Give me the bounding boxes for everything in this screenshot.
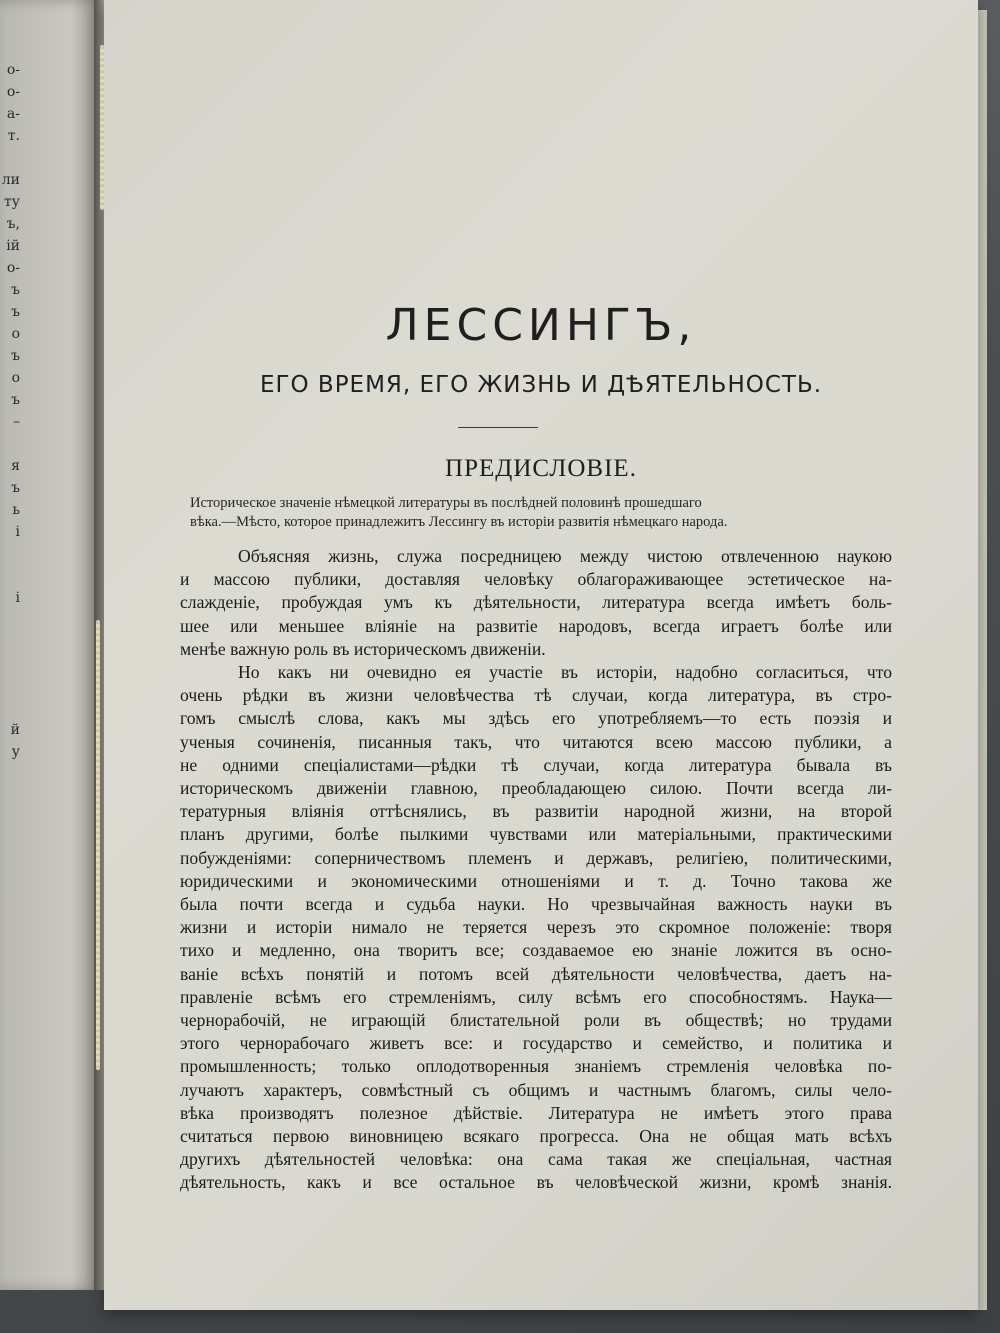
- text-line: юридическими и экономическими отношеніями и т. д. Точно такова же: [180, 870, 892, 891]
- left-fragment: [0, 434, 20, 456]
- text-line: лучаютъ характеръ, совмѣстный съ общимъ и частнымъ благомъ, силы чело-: [180, 1079, 892, 1100]
- left-fragment: ъ: [11, 392, 20, 408]
- left-fragment: [0, 698, 20, 720]
- page-title: ЛЕССИНГЪ,: [385, 300, 697, 351]
- text-line: и массою публики, доставляя человѣку облагораживающее эстетическое на-: [180, 569, 892, 590]
- text-line: чернорабочій, не играющій блистательной роли въ обществѣ; но трудами: [180, 1010, 892, 1031]
- text-line: дѣятельность, какъ и все остальное въ человѣческой жизни, кромѣ знанія.: [180, 1172, 892, 1193]
- left-fragment: т.: [7, 128, 20, 144]
- text-line: побужденіями: соперничествомъ племенъ и державъ, религіею, политическими,: [180, 847, 892, 868]
- text-line: промышленность; только оплодотворенныя знаніемъ стремленія человѣка по-: [180, 1056, 892, 1077]
- text-line: считаться первою виновницею всякаго прогресса. Она не общая мать всѣхъ: [180, 1126, 892, 1147]
- left-fragment: –: [13, 414, 20, 430]
- text-line: шее или меньшее вліяніе на развитіе народовъ, всегда играетъ болѣе или: [180, 615, 892, 636]
- text-line: тихо и медленно, она творитъ все; создаваемое ею знаніе ложится въ осно-: [180, 940, 892, 961]
- left-fragment: [0, 566, 20, 588]
- summary-line: Историческое значеніе нѣмецкой литературы въ послѣдней половинѣ прошедшаго: [190, 495, 702, 511]
- text-line: планъ другими, болѣе пылкими чувствами или матеріальными, практическими: [180, 824, 892, 845]
- text-line: вѣка производятъ полезное дѣйствіе. Литература не имѣетъ этого права: [180, 1102, 892, 1123]
- text-line: менѣе важную роль въ историческомъ движеніи.: [180, 638, 546, 659]
- text-line: была почти всегда и судьба науки. Но чрезвычайная важность науки въ: [180, 894, 892, 915]
- left-fragment: о: [11, 370, 20, 386]
- left-fragment: о-: [6, 260, 20, 276]
- text-line: ваніе всѣхъ понятій и потомъ всей дѣятельности человѣчества, даетъ на-: [180, 963, 892, 984]
- left-fragment: ъ: [11, 304, 20, 320]
- text-line: этого чернорабочаго живетъ все: и государство и семейство, и политика и: [180, 1033, 892, 1054]
- text-line: историческомъ движеніи главною, преобладающею силою. Почти всегда ли-: [180, 778, 892, 799]
- left-fragment: [0, 632, 20, 654]
- left-facing-page: [0, 0, 100, 1290]
- text-line: тературныя вліянія оттѣснялись, въ развитіи народной жизни, на второй: [180, 801, 892, 822]
- left-fragment: ъ: [11, 480, 20, 496]
- body-text: [180, 545, 892, 1195]
- left-fragment: ь: [12, 502, 20, 518]
- page-subtitle: ЕГО ВРЕМЯ, ЕГО ЖИЗНЬ И ДѢЯТЕЛЬНОСТЬ.: [259, 372, 823, 398]
- left-fragment: ій: [6, 238, 20, 254]
- preface-heading: ПРЕДИСЛОВІЕ.: [445, 455, 637, 482]
- text-line: правленіе всѣмъ его стремленіямъ, силу всѣмъ его способностямъ. Наука—: [180, 986, 892, 1007]
- text-line: Объясняя жизнь, служа посредницею между чистою отвлеченною наукою: [238, 546, 892, 566]
- left-fragment: [0, 544, 20, 566]
- left-fragment: [0, 148, 20, 170]
- left-fragment: о-: [6, 84, 20, 100]
- left-page-text-fragments: [0, 60, 20, 764]
- left-fragment: [0, 654, 20, 676]
- text-line: ученыя сочиненія, писанныя такъ, что читаются всею массою публики, а: [180, 731, 892, 752]
- text-line: гомъ смыслѣ слова, какъ мы здѣсь его употребляемъ—то есть поэзія и: [180, 708, 892, 729]
- left-fragment: [0, 676, 20, 698]
- left-fragment: і: [15, 524, 20, 540]
- left-fragment: ли: [1, 172, 20, 188]
- text-line: жизни и исторіи нимало не теряется черезъ это скромное положеніе: творя: [180, 917, 892, 938]
- left-fragment: я: [11, 458, 20, 474]
- left-fragment: у: [11, 744, 20, 760]
- binding-thread-lower: [96, 620, 100, 1070]
- title-divider: [458, 427, 538, 428]
- left-fragment: ъ: [11, 348, 20, 364]
- left-fragment: о-: [6, 62, 20, 78]
- text-line: слажденіе, пробуждая умъ къ дѣятельности, литература всегда имѣетъ боль-: [180, 592, 892, 613]
- left-fragment: [0, 610, 20, 632]
- text-line: другихъ дѣятельностей человѣка: она сама такая же спеціальная, частная: [180, 1149, 892, 1170]
- chapter-summary: [190, 494, 890, 532]
- text-line: Но какъ ни очевидно ея участіе въ исторіи, надобно согласиться, что: [238, 662, 892, 683]
- binding-thread-upper: [100, 45, 104, 210]
- text-line: очень рѣдки въ жизни человѣчества тѣ случаи, когда литература, въ стро-: [180, 685, 892, 706]
- left-fragment: ъ,: [6, 216, 20, 232]
- left-fragment: а-: [6, 106, 20, 122]
- left-fragment: о: [11, 326, 20, 342]
- right-page: [104, 0, 978, 1310]
- left-fragment: ту: [4, 194, 20, 210]
- summary-line: вѣка.—Мѣсто, которое принадлежитъ Лессингу въ исторіи развитія нѣмецкаго народа.: [190, 514, 728, 530]
- left-fragment: й: [10, 722, 20, 738]
- left-fragment: ъ: [11, 282, 20, 298]
- text-line: не одними спеціалистами—рѣдки тѣ случаи, когда литература бывала въ: [180, 754, 892, 775]
- left-fragment: і: [15, 590, 20, 606]
